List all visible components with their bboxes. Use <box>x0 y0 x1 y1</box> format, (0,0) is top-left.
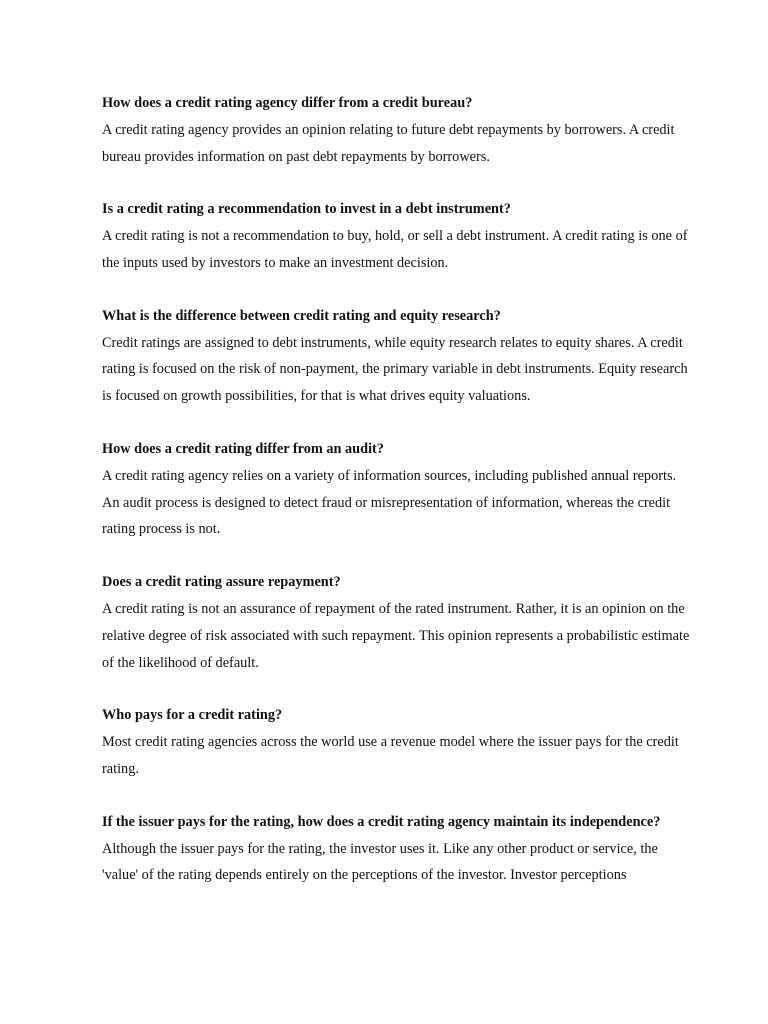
faq-question: Who pays for a credit rating? <box>102 707 283 724</box>
faq-answer: A credit rating agency provides an opinion relating to future debt repayments by borrowers. A credit bureau provides information on past debt repayments by borrowers. <box>102 121 675 165</box>
faq-item <box>102 702 692 782</box>
faq-answer: Although the issuer pays for the rating, the investor uses it. Like any other product or service, the 'value' of the rating depends entirely on the perceptions of the investor. Investor perceptions <box>102 840 658 884</box>
faq-item <box>102 303 692 410</box>
faq-answer: A credit rating is not a recommendation to buy, hold, or sell a debt instrument. A credit rating is one of the inputs used by investors to make an investment decision. <box>102 228 688 271</box>
faq-answer: Credit ratings are assigned to debt instruments, while equity research relates to equity shares. A credit rating is focused on the risk of non-payment, the primary variable in debt instruments. Equity research is focused on growth possibilities, for that is what drives equity valuations. <box>102 334 688 405</box>
faq-question: How does a credit rating differ from an audit? <box>102 440 384 457</box>
faq-answer: Most credit rating agencies across the world use a revenue model where the issuer pays for the credit rating. <box>102 734 679 777</box>
faq-question: Is a credit rating a recommendation to invest in a debt instrument? <box>102 201 511 218</box>
faq-question: What is the difference between credit rating and equity research? <box>102 307 501 324</box>
faq-question: How does a credit rating agency differ from a credit bureau? <box>102 95 473 111</box>
faq-list <box>102 90 692 915</box>
faq-item <box>102 436 692 543</box>
faq-item <box>102 569 692 676</box>
faq-question: Does a credit rating assure repayment? <box>102 574 341 591</box>
faq-item <box>102 809 692 889</box>
faq-question: If the issuer pays for the rating, how does a credit rating agency maintain its independence? <box>102 813 661 830</box>
faq-item <box>102 196 692 276</box>
faq-answer: A credit rating agency relies on a variety of information sources, including published annual reports. An audit process is designed to detect fraud or misrepresentation of information, whereas the credit rating process is not. <box>102 467 677 538</box>
faq-answer: A credit rating is not an assurance of repayment of the rated instrument. Rather, it is an opinion on the relative degree of risk associated with such repayment. This opinion represents a probabilistic estimate of the likelihood of default. <box>102 600 690 671</box>
faq-item <box>102 90 692 170</box>
